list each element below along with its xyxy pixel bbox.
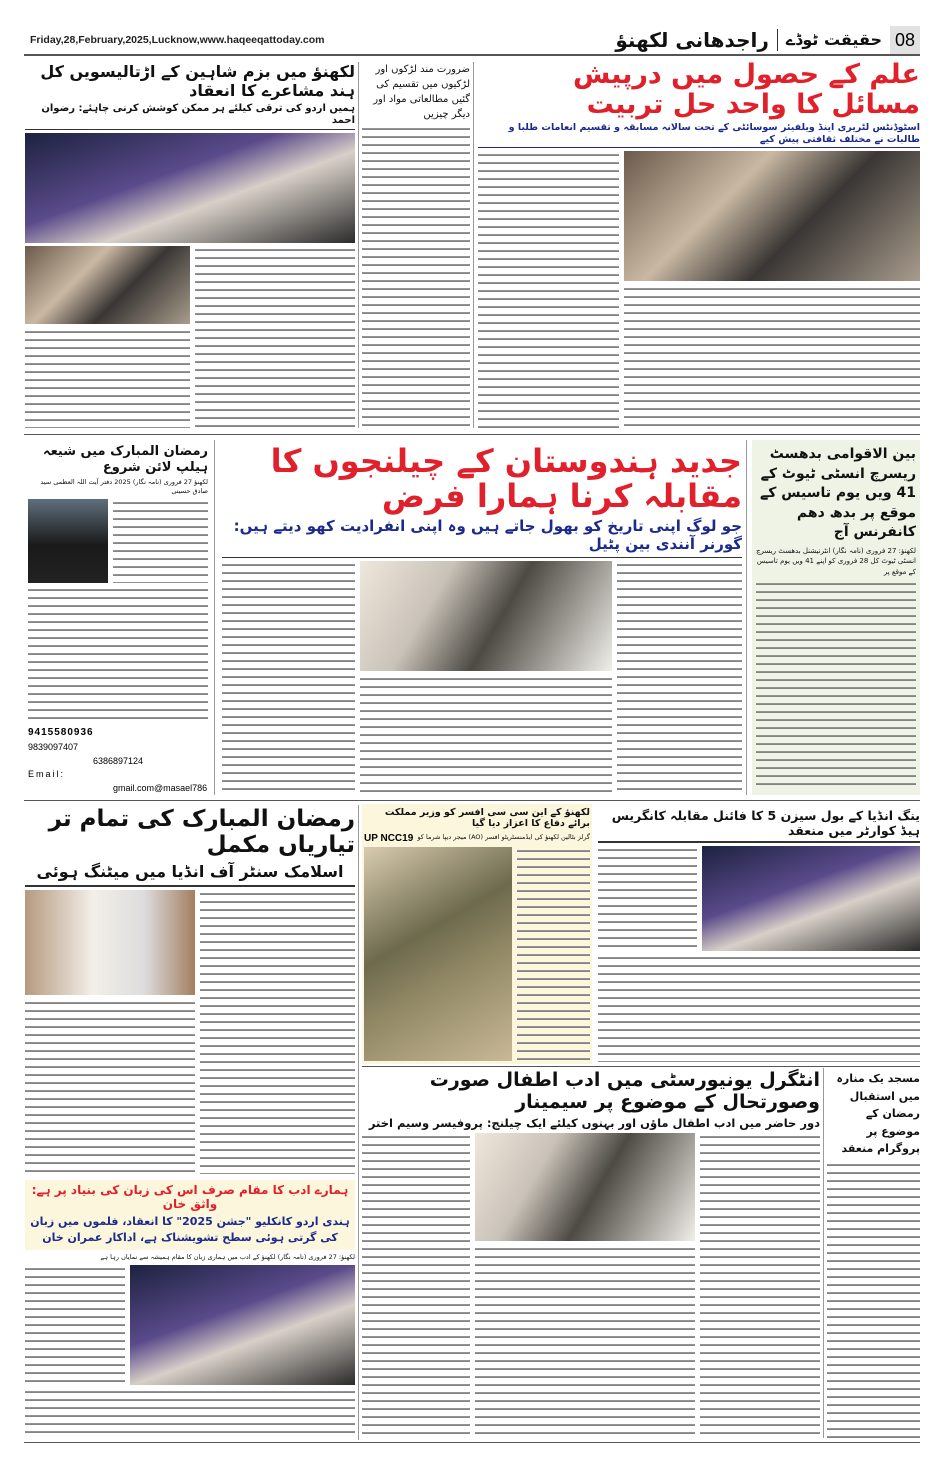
- headline-ncc: لکھنؤ کے این سی سی افسر کو وزیر مملکت برائے دفاع کا اعزاز دیا گیا: [384, 807, 590, 830]
- page-bottom-rule: [24, 1442, 920, 1443]
- headline-top-left: لکھنؤ میں بزم شاہین کے اڑتالیسویں کل ہند مشاعرے کا انعقاد: [40, 62, 355, 101]
- phone-number: 9839097407: [28, 741, 79, 752]
- masthead-logo: حقیقت ٹوڈے: [785, 30, 882, 50]
- article-body: [624, 285, 920, 428]
- conclave-header-box: [25, 1180, 355, 1250]
- headline-helpline: رمضان المبارک میں شیعہ ہیلپ لائن شروع: [42, 444, 208, 475]
- column-rule: [746, 440, 747, 795]
- article-body: [200, 890, 355, 1174]
- headline-conclave: ہندی اردو کانکلیو "جشن 2025" کا انعقاد، فلموں میں زبان کی گرتی ہوئی سطح تشویشناک ہے، اداکار عمران خان: [30, 1214, 350, 1245]
- column-rule: [358, 62, 359, 428]
- column-rule: [214, 440, 215, 795]
- article-helpline: [28, 444, 208, 794]
- subhead-ncc: گرلز بٹالین لکھنؤ کی ایڈمنسٹریٹو افسر (AO) میجر دیپا شرما کو: [417, 832, 590, 841]
- headline-congress: ینگ انڈیا کے بول سیزن 5 کا فائنل مقابلہ کانگریس ہیڈ کوارٹر میں منعقد: [598, 808, 920, 843]
- divider: [777, 29, 778, 51]
- ncc-tag: UP NCC19: [364, 832, 414, 844]
- article-top-middle: [362, 62, 470, 428]
- article-body: [617, 561, 742, 794]
- article-ramadan: [25, 806, 355, 1174]
- article-body: [25, 1265, 125, 1385]
- phone-number: 9415580936: [28, 726, 94, 738]
- article-body: [598, 846, 697, 951]
- article-body: [113, 499, 208, 583]
- ncc-award-photo: [364, 847, 512, 1061]
- column-rule: [358, 805, 359, 1440]
- headline-top-right: علم کے حصول میں درپیش مسائل کا واحد حل تربیت: [573, 59, 920, 120]
- helpline-lead: لکھنؤ 27 فروری (نامہ نگار) 2025 دفتر آیت اللہ العظمی سید صادق حسینی: [40, 478, 208, 496]
- article-congress: [598, 808, 920, 1062]
- maulana-photo: [25, 890, 195, 995]
- conclave-photo: [130, 1265, 355, 1385]
- header: [24, 26, 920, 56]
- section-divider: [24, 434, 920, 435]
- mushaira-photo: [25, 133, 355, 243]
- buddhist-conference-box: [752, 440, 920, 795]
- dateline: Friday,28,February,2025,Lucknow,www.haqeeqattoday.com: [30, 34, 325, 46]
- subhead-top-left: ہمیں اردو کی ترقی کیلئے ہر ممکن کوشش کرنی چاہئے: رضوان احمد: [25, 103, 355, 130]
- governor-exhibition-photo: [360, 561, 612, 671]
- mushaira-photo-2: [25, 246, 190, 324]
- article-mosque: [827, 1070, 920, 1438]
- article-body: [475, 1245, 695, 1438]
- congress-event-photo: [702, 846, 920, 951]
- article-seminar: [362, 1070, 820, 1438]
- article-body: [756, 580, 916, 790]
- article-conclave: [25, 1180, 355, 1438]
- article-body: [362, 125, 470, 428]
- ncc-box: [362, 804, 592, 1064]
- headline-center: جدید ہندوستان کے چیلنجوں کا مقابلہ کرنا ہمارا فرض: [270, 442, 742, 516]
- article-top-left: [25, 62, 355, 428]
- article-center: [222, 444, 742, 794]
- article-body: [478, 151, 619, 428]
- headline-seminar: انٹگرل یونیورسٹی میں ادب اطفال صورت وصورتحال کے موضوع پر سیمینار: [429, 1069, 820, 1113]
- subhead-seminar: دور حاضر میں ادب اطفال ماؤں اور بہنوں کیلئے ایک چیلنج: پروفیسر وسیم اختر: [368, 1115, 820, 1130]
- buddhist-lead: لکھنؤ: 27 فروری (نامہ نگار) انٹرنیشنل بدھسٹ ریسرچ انسٹی ٹیوٹ کل 28 فروری کو اپنے 41 ویں یوم تاسیس کے موقع پر: [756, 546, 916, 576]
- email-label: Email:: [28, 769, 66, 780]
- subhead-center: جو لوگ اپنی تاریخ کو بھول جاتے ہیں وہ اپنی انفرادیت کھو دیتے ہیں: گورنر آنندی بین پٹیل: [222, 517, 742, 558]
- article-body: [517, 847, 590, 1061]
- headline-top-middle: ضرورت مند لڑکوں اور لڑکیوں میں تقسیم کی گئیں مطالعاتی مواد اور دیگر چیزیں: [373, 64, 470, 120]
- article-body: [222, 561, 355, 794]
- page-number: 08: [890, 26, 920, 54]
- cleric-photo: [28, 499, 108, 583]
- column-rule: [473, 62, 474, 428]
- article-body: [360, 675, 612, 794]
- headline-ramadan: رمضان المبارک کی تمام تر تیاریاں مکمل: [48, 806, 355, 859]
- email-address: gmail.com@masael786: [113, 783, 208, 794]
- headline-buddhist: بین الاقوامی بدھسٹ ریسرچ انسٹی ٹیوٹ کے 41 ویں یوم تاسیس کے موقع پر بدھ دھم کانفرنس آج: [760, 446, 916, 541]
- article-body: [827, 1161, 920, 1438]
- conclave-lead: لکھنؤ: 27 فروری (نامہ نگار) لکھنؤ کے ادب میں ہماری زبان کا مقام ہمیشہ سے نمایاں رہا ہے: [100, 1252, 355, 1261]
- seminar-photo: [475, 1133, 695, 1241]
- section-divider: [24, 800, 920, 801]
- article-body: [25, 328, 190, 428]
- article-body: [700, 1133, 820, 1438]
- headline-mosque: مسجد یک منارہ میں استقبال رمضان کے موضوع پر پروگرام منعقد: [836, 1072, 920, 1156]
- article-body: [28, 586, 208, 723]
- article-body: [362, 1133, 470, 1438]
- kicker-conclave: ہمارے ادب کا مقام صرف اس کی زبان کی بنیاد پر ہے: واثق خان: [31, 1183, 349, 1212]
- section-title: راجدھانی لکھنؤ: [615, 28, 769, 52]
- subhead-ramadan: اسلامک سنٹر آف انڈیا میں میٹنگ ہوئی: [25, 862, 355, 887]
- article-body: [195, 246, 355, 428]
- phone-number: 6386897124: [93, 755, 144, 766]
- article-body: [25, 1388, 355, 1438]
- subhead-top-right: اسٹوڈنٹس لٹریری اینڈ ویلفیئر سوسائٹی کے تحت سالانہ مسابقہ و تقسیم انعامات طلبا و طالبات نے مختلف ثقافتی پیش کیے: [478, 122, 920, 148]
- award-ceremony-photo: [624, 151, 920, 281]
- article-top-right: [478, 60, 920, 428]
- section-divider: [362, 1066, 920, 1067]
- article-body: [25, 999, 195, 1174]
- article-body: [598, 954, 920, 1062]
- column-rule: [823, 1068, 824, 1438]
